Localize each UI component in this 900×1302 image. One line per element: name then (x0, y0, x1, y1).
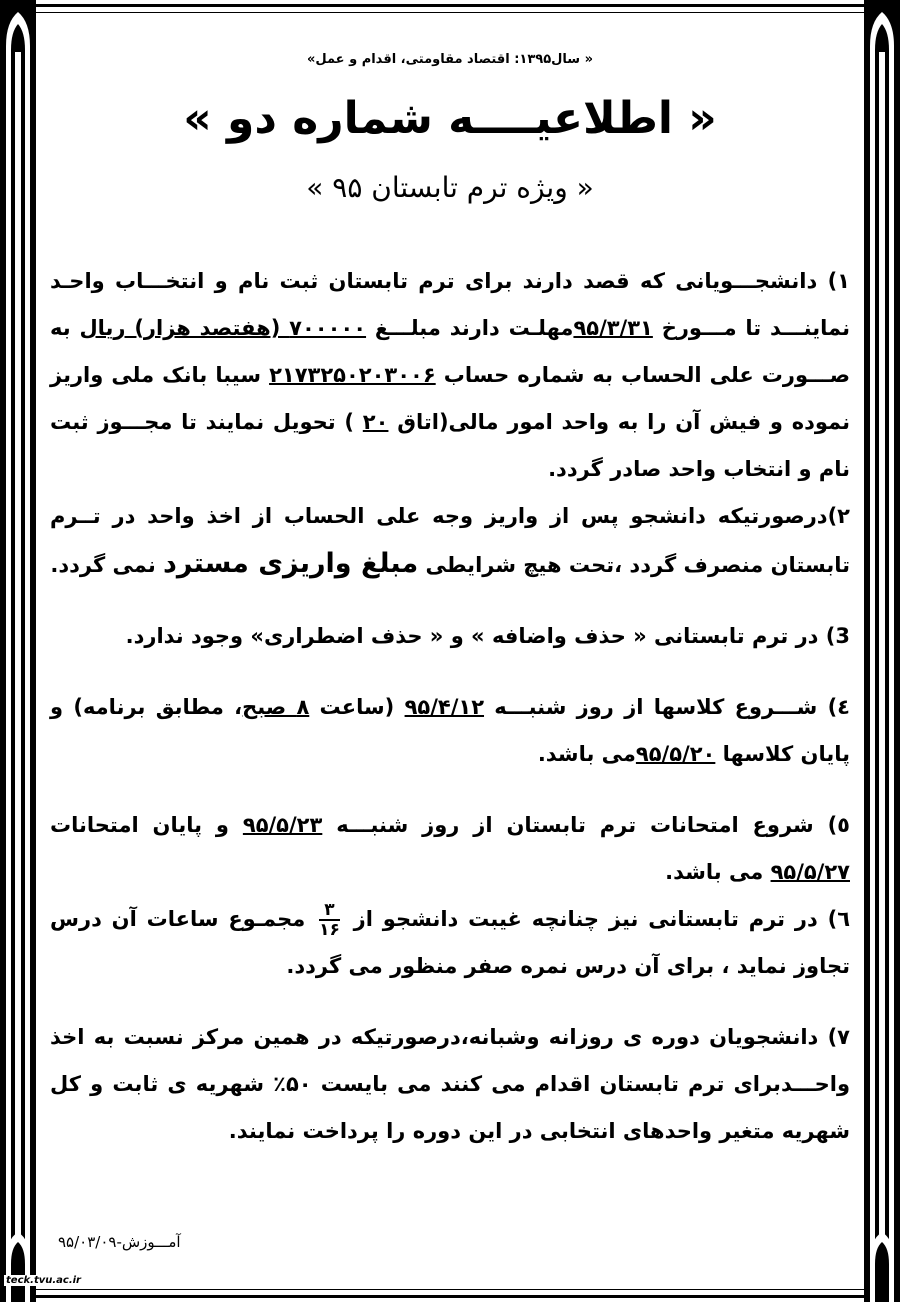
account-number: ۲۱۷۳۲۵۰۲۰۳۰۰۶ (269, 363, 436, 388)
class-end-date: ۹۵/۵/۲۰ (635, 742, 716, 767)
room-number: ۲۰ (362, 410, 389, 435)
exam-start-date: ۹۵/۵/۲۳ (242, 813, 323, 838)
item-7-tuition: ۷) دانشجویان دوره ی روزانه وشبانه،درصورتیکه در همین مرکز نسبت به اخذ واحـــدبرای ترم تابستان اقدام می کنند می بایست ۵۰٪ شهریه ی ثابت و کل شهریه متغیر واحدهای انتخابی در این دوره را پرداخت نمایند. (50, 1025, 850, 1144)
item-2-no-refund: ۲)درصورتیکه دانشجو پس از واریز وجه علی الحساب از اخذ واحد در تــرم تابستان منصرف گردد ،تحت هیچ شرایطی مبلغ واریزی مسترد نمی گردد. (50, 504, 850, 580)
announcement-subtitle: « ویژه ترم تابستان ۹۵ » (306, 171, 594, 205)
document-code: آمـــوزش-۹۵/۰۳/۰۹ (58, 1233, 181, 1251)
item-3-no-add-drop: 3) در ترم تابستانی « حذف واضافه » و « حذف اضطراری» وجود ندارد. (125, 624, 850, 649)
year-motto: « سال۱۳۹۵: اقتصاد مقاومتی، اقدام و عمل» (306, 52, 594, 67)
right-pillar-ornament (864, 0, 900, 1302)
announcement-title: « اطلاعیــــه شماره دو » (183, 93, 717, 144)
item-6-absence-rule: ٦) در ترم تابستانی نیز چنانچه غیبت دانشجو از $\frac{۳}{۱۶}$ مجمـوع ساعات آن درس تجاوز نماید ، برای آن درس نمره صفر منظور می گردد. (50, 900, 851, 979)
announcement-body (50, 40, 850, 1155)
deadline-date: ۹۵/۳/۳۱ (573, 316, 653, 341)
class-start-date: ۹۵/۴/۱۲ (404, 695, 485, 720)
site-watermark: teck.tvu.ac.ir (6, 1275, 81, 1286)
item-4-class-dates: ٤) شـــروع کلاسها از روز شنبـــه ۹۵/۴/۱۲ (ساعت ۸ صبح، مطابق برنامه) و پایان کلاسها ۹۵/۵/۲۰می باشد. (50, 695, 850, 767)
item-5-exam-dates: ٥) شروع امتحانات ترم تابستان از روز شنبـــه ۹۵/۵/۲۳ و پایان امتحانات ۹۵/۵/۲۷ می باشد. (50, 813, 850, 885)
absence-fraction: $\frac{۳}{۱۶}$ (319, 900, 340, 941)
no-refund-emphasis: مبلغ واریزی مسترد (163, 548, 419, 580)
class-start-time: ۸ صبح (242, 695, 310, 720)
deposit-amount: ۷۰۰۰۰۰ (هفتصد هزار) ریال (79, 316, 367, 341)
exam-end-date: ۹۵/۵/۲۷ (770, 860, 850, 885)
left-pillar-ornament (0, 0, 36, 1302)
item-1-registration-deposit: ۱) دانشجـــویانی که قصد دارند برای ترم تابستان ثبت نام و انتخـــاب واحـد نماینـــد تا مـــورخ ۹۵/۳/۳۱مهلـت دارند مبلـــغ ۷۰۰۰۰۰ (هفتصد هزار) ریال به صـــورت علی الحساب به شماره حساب ۲۱۷۳۲۵۰۲۰۳۰۰۶ سیبا بانک ملی واریز نموده و فیش آن را به واحد امور مالی(اتاق ۲۰ ) تحویل نمایند تا مجـــوز ثبت نام و انتخاب واحد صادر گردد. (50, 269, 850, 482)
